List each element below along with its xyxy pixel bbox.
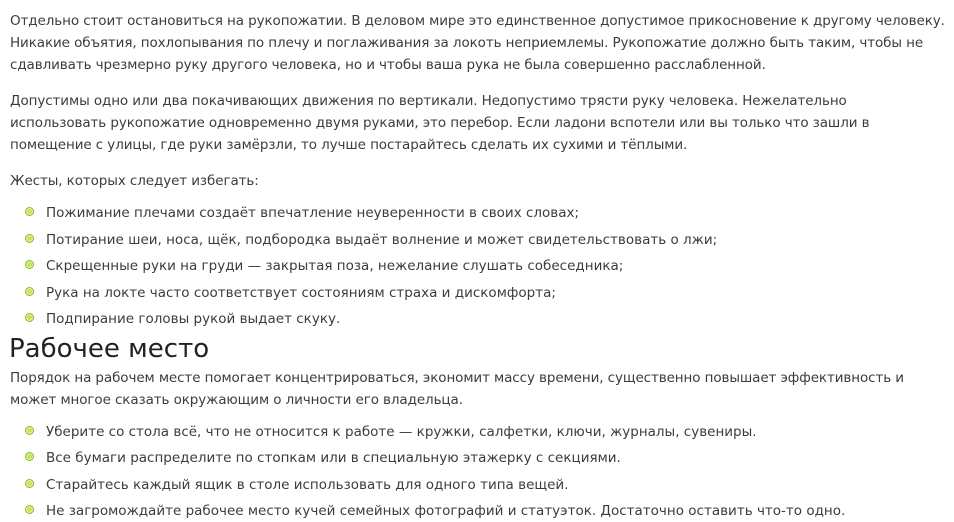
list-item [10, 421, 946, 443]
list-item [10, 282, 946, 304]
green-dot-bullet-icon [25, 479, 34, 488]
workplace-list [10, 421, 946, 522]
list-item-text: Старайтесь каждый ящик в столе использовать для одного типа вещей. [46, 476, 569, 493]
list-item-text: Не загромождайте рабочее место кучей семейных фотографий и статуэток. Достаточно оставить что-то одно. [46, 503, 846, 519]
paragraph-gestures-intro: Жесты, которых следует избегать: [10, 173, 259, 189]
list-item-text: Рука на локте часто соответствует состояниям страха и дискомфорта; [46, 284, 556, 301]
list-item-text: Все бумаги распределите по стопкам или в специальную этажерку с секциями. [46, 450, 621, 466]
list-item [10, 308, 946, 330]
green-dot-bullet-icon [25, 452, 34, 461]
paragraph-workplace: Порядок на рабочем месте помогает концентрироваться, экономит массу времени, существенно повышает эффективность и может многое сказать окружающим о личности его владельца. [10, 369, 904, 408]
list-item-text: Уберите со стола всё, что не относится к работе — кружки, салфетки, ключи, журналы, сувениры. [46, 423, 757, 440]
section-heading-workplace: Рабочее место [9, 333, 210, 364]
paragraph-handshake-movements: Допустимы одно или два покачивающих движения по вертикали. Недопустимо трясти руку человека. Нежелательно использовать рукопожатие одновременно двумя руками, это перебор. Если ладони вспотели или вы только что зашли в помещение с улицы, где руки замёрзли, то лучше постарайтесь сделать их сухими и тёплыми. [10, 93, 870, 153]
gestures-list [10, 202, 946, 330]
green-dot-bullet-icon [25, 505, 34, 514]
list-item [10, 474, 946, 496]
green-dot-bullet-icon [25, 234, 34, 243]
list-item [10, 500, 946, 522]
list-item [10, 229, 946, 251]
green-dot-bullet-icon [25, 207, 34, 216]
paragraph-handshake: Отдельно стоит остановиться на рукопожатии. В деловом мире это единственное допустимое прикосновение к другому человеку. Никакие объятия, похлопывания по плечу и поглаживания за локоть неприемлемы. Рукопожатие должно быть таким, чтобы не сдавливать чрезмерно руку другого человека, но и чтобы ваша рука не была совершенно расслабленной. [10, 13, 945, 73]
green-dot-bullet-icon [25, 313, 34, 322]
list-item-text: Пожимание плечами создаёт впечатление неуверенности в своих словах; [46, 205, 580, 221]
list-item-text: Потирание шеи, носа, щёк, подбородка выдаёт волнение и может свидетельствовать о лжи; [46, 231, 718, 248]
green-dot-bullet-icon [25, 287, 34, 296]
list-item [10, 255, 946, 277]
list-item [10, 447, 946, 469]
list-item-text: Подпирание головы рукой выдает скуку. [46, 311, 341, 327]
list-item [10, 202, 946, 224]
list-item-text: Скрещенные руки на груди — закрытая поза, нежелание слушать собеседника; [46, 258, 624, 274]
green-dot-bullet-icon [25, 260, 34, 269]
green-dot-bullet-icon [25, 426, 34, 435]
